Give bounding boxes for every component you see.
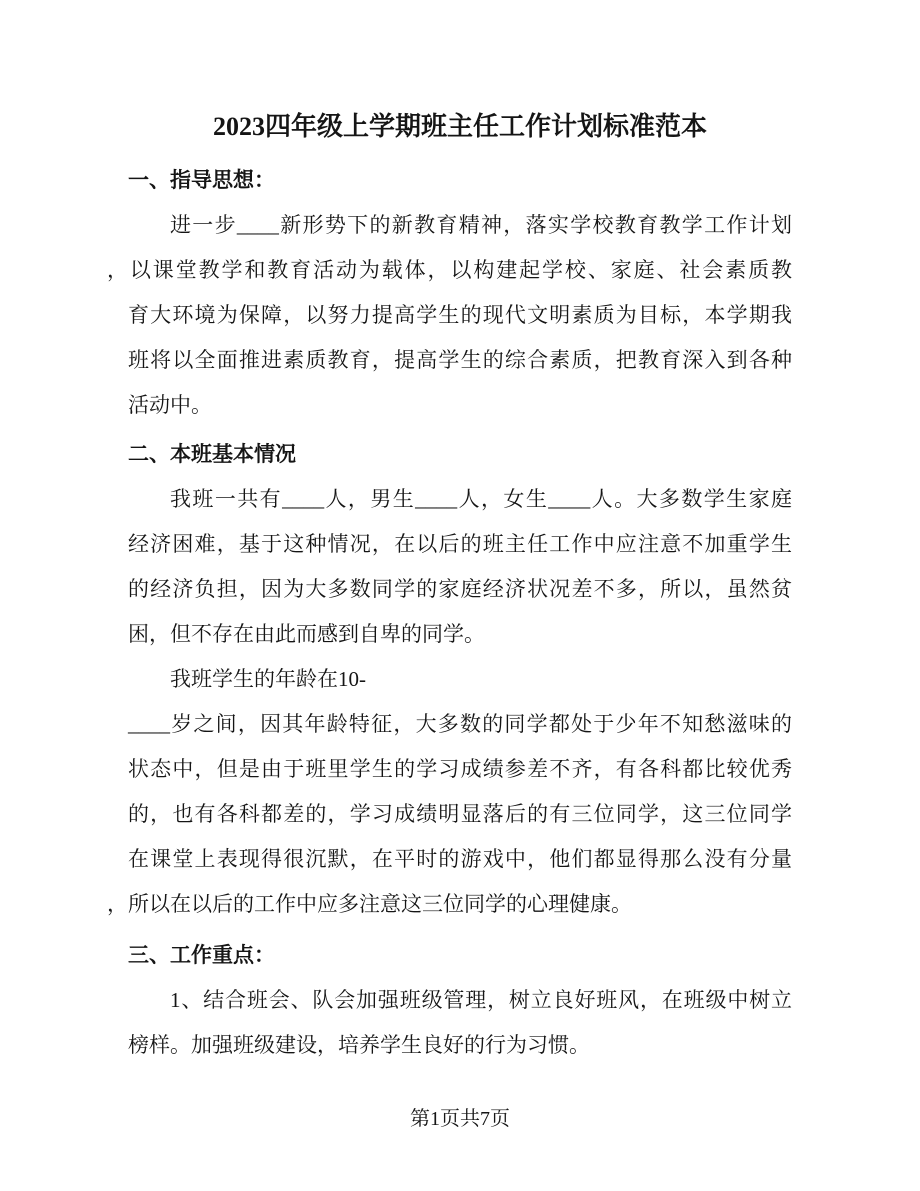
paragraph-line: ，以课堂教学和教育活动为载体，以构建起学校、家庭、社会素质教 — [107, 258, 792, 282]
paragraph-line: 榜样。加强班级建设，培养学生良好的行为习惯。 — [128, 1033, 590, 1057]
paragraph-line: ，所以在以后的工作中应多注意这三位同学的心理健康。 — [107, 892, 632, 916]
paragraph-line: 状态中，但是由于班里学生的学习成绩参差不齐，有各科都比较优秀 — [128, 757, 792, 781]
page-number: 第1页共7页 — [410, 1108, 510, 1130]
paragraph — [128, 477, 792, 657]
paragraph-line: 经济困难，基于这种情况，在以后的班主任工作中应注意不加重学生 — [128, 532, 792, 556]
paragraph-line: 的经济负担，因为大多数同学的家庭经济状况差不多，所以，虽然贫 — [128, 577, 792, 601]
paragraph-line: 的，也有各科都差的，学习成绩明显落后的有三位同学，这三位同学 — [128, 802, 792, 826]
paragraph — [128, 978, 792, 1068]
paragraph-line: 育大环境为保障，以努力提高学生的现代文明素质为目标，本学期我 — [128, 303, 792, 327]
paragraph-line: 1、结合班会、队会加强班级管理，树立良好班风，在班级中树立 — [170, 988, 792, 1012]
document-title: 2023四年级上学期班主任工作计划标准范本 — [212, 112, 707, 141]
paragraph — [107, 203, 792, 428]
paragraph-line: 在课堂上表现得很沉默，在平时的游戏中，他们都显得那么没有分量 — [128, 847, 792, 871]
paragraph-line: 进一步____新形势下的新教育精神，落实学校教育教学工作计划 — [170, 213, 792, 237]
paragraph-line: 我班学生的年龄在10- — [170, 667, 366, 691]
paragraph-line: 活动中。 — [128, 393, 212, 417]
section-heading-guiding-ideology: 一、指导思想： — [128, 168, 275, 192]
paragraph-line: 我班一共有____人，男生____人，女生____人。大多数学生家庭 — [170, 487, 792, 511]
section-heading-class-basic-situation: 二、本班基本情况 — [128, 442, 296, 466]
paragraph — [107, 657, 792, 927]
paragraph-line: 困，但不存在由此而感到自卑的同学。 — [128, 622, 485, 646]
section-heading-work-focus: 三、工作重点： — [128, 943, 275, 967]
paragraph-line: 班将以全面推进素质教育，提高学生的综合素质，把教育深入到各种 — [128, 348, 792, 372]
paragraph-line: ____岁之间，因其年龄特征，大多数的同学都处于少年不知愁滋味的 — [128, 712, 792, 736]
